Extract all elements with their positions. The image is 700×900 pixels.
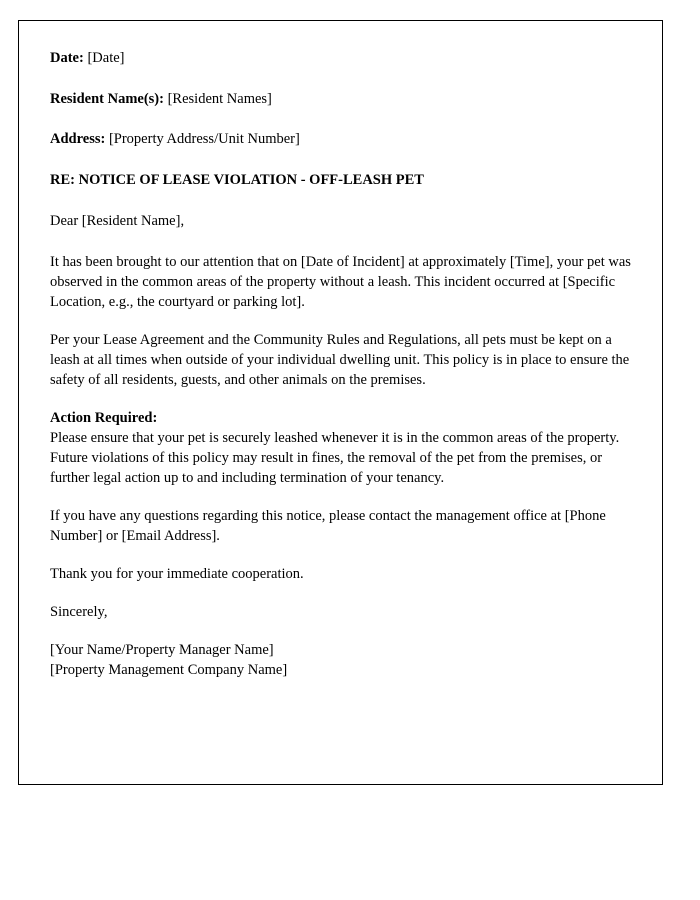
resident-name-line: [50, 90, 632, 110]
address-value: [Property Address/Unit Number]: [108, 131, 300, 148]
address-label: Address:: [50, 131, 106, 148]
contact-paragraph: If you have any questions regarding this notice, please contact the management office at [Phone Number] or [Email Address].: [50, 507, 606, 544]
closing-line: Sincerely,: [50, 603, 108, 620]
policy-paragraph: Per your Lease Agreement and the Community Rules and Regulations, all pets must be kept on a leash at all times when outside of your individual dwelling unit. This policy is in place to ensure the safety of all residents, guests, and other animals on the premises.: [50, 331, 630, 388]
signer-company-line: [Property Management Company Name]: [50, 661, 288, 678]
incident-paragraph: It has been brought to our attention that on [Date of Incident] at approximately [Time], your pet was observed in the common areas of the property without a leash. This incident occurred at [Specific Location, e.g., the courtyard or parking lot].: [50, 253, 631, 310]
salutation: Dear [Resident Name],: [50, 213, 185, 230]
resident-name-value: [Resident Names]: [167, 90, 272, 107]
action-required-heading: Action Required:: [50, 409, 158, 426]
action-required-block: [50, 408, 632, 488]
date-label: Date:: [50, 50, 84, 66]
subject-line: RE: NOTICE OF LEASE VIOLATION - OFF-LEASH PET: [50, 171, 424, 188]
address-line: [50, 130, 632, 150]
date-value: [Date]: [87, 50, 125, 66]
action-required-text: Please ensure that your pet is securely leashed whenever it is in the common areas of the property. Future violations of this policy may result in fines, the removal of the pet from the premises, or further legal action up to and including termination of your tenancy.: [50, 429, 620, 486]
date-line: [50, 49, 632, 69]
thanks-paragraph: Thank you for your immediate cooperation.: [50, 565, 304, 582]
resident-name-label: Resident Name(s):: [50, 90, 164, 107]
signature-block: [50, 640, 632, 680]
letter-body-frame: [18, 20, 663, 785]
signer-name-line: [Your Name/Property Manager Name]: [50, 641, 274, 658]
